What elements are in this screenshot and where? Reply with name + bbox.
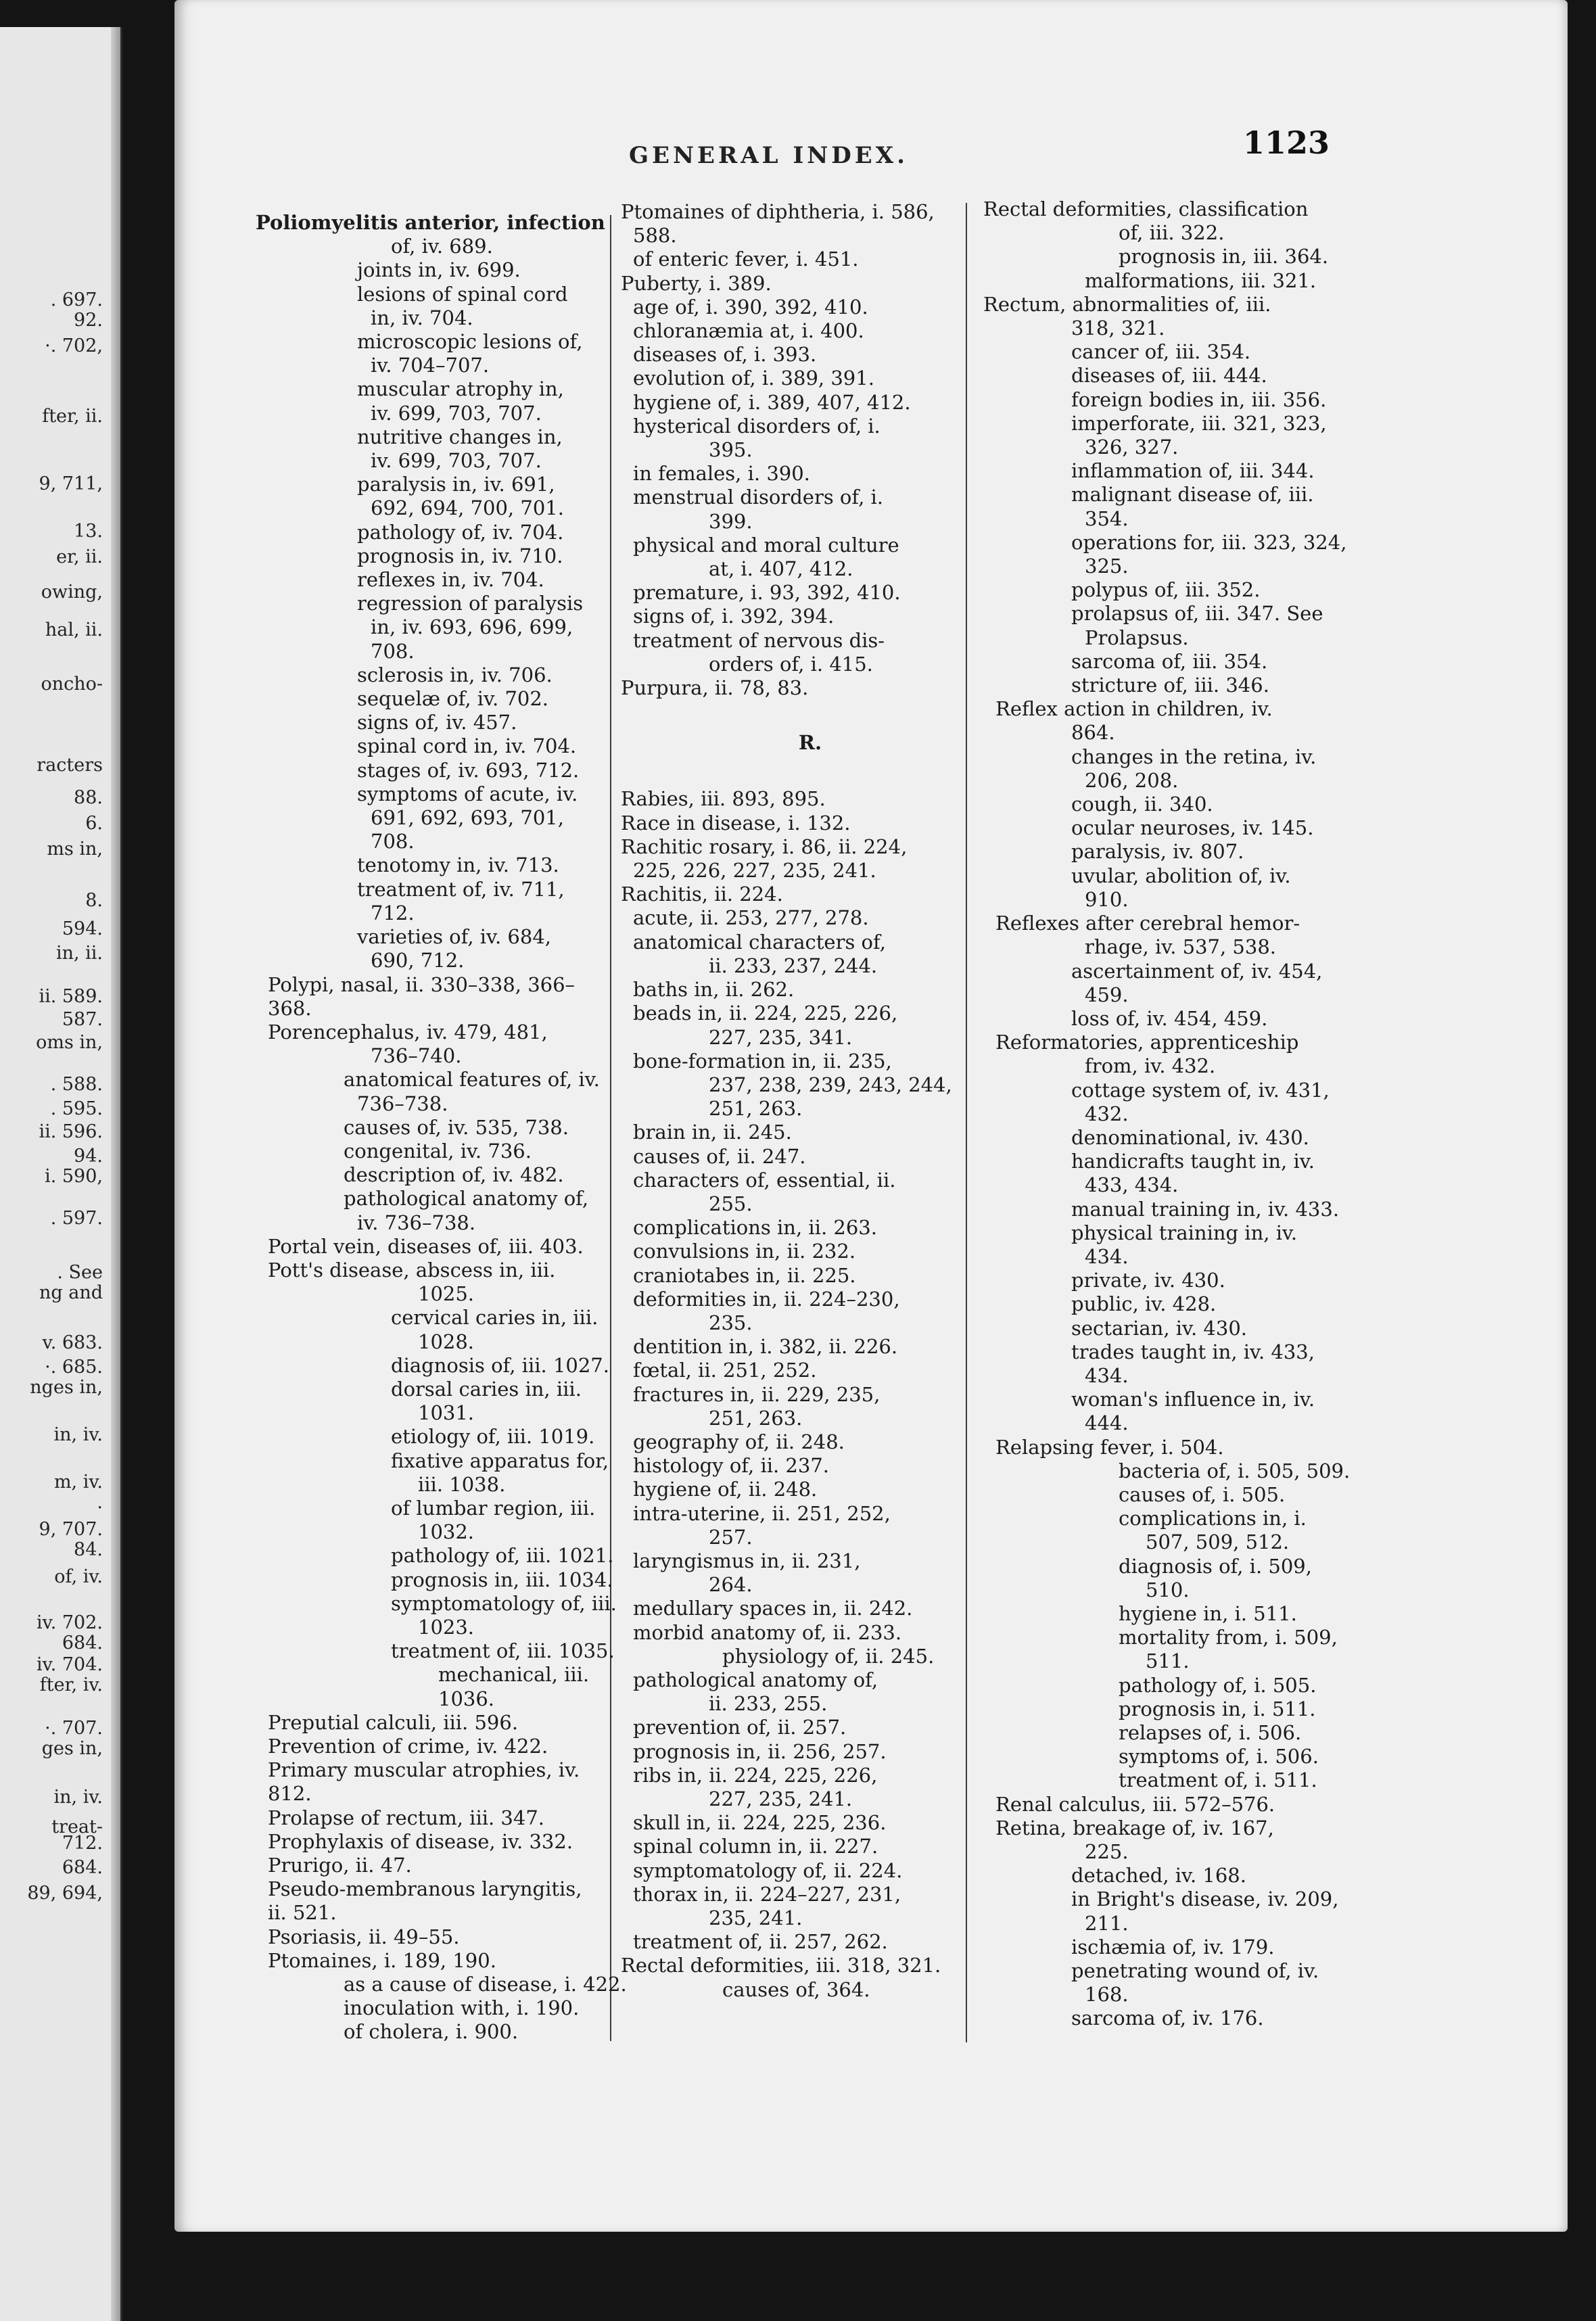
previous-page-fragment: 84.	[74, 1539, 103, 1560]
index-entry: fœtal, ii. 251, 252.	[633, 1359, 817, 1382]
index-entry: 511.	[1146, 1649, 1190, 1673]
index-entry: lesions of spinal cord	[357, 282, 568, 306]
index-entry: of, iv. 689.	[391, 235, 493, 258]
index-entry: prognosis in, iii. 1034.	[391, 1568, 613, 1591]
index-entry: 318, 321.	[1071, 316, 1165, 340]
index-entry: hygiene in, i. 511.	[1119, 1601, 1297, 1625]
index-entry: symptoms of, i. 506.	[1119, 1745, 1319, 1768]
index-entry: premature, i. 93, 392, 410.	[633, 581, 901, 605]
index-entry: deformities in, ii. 224–230,	[633, 1287, 900, 1311]
index-entry: Retina, breakage of, iv. 167,	[995, 1816, 1274, 1839]
previous-page-fragment: oncho-	[41, 674, 103, 695]
index-entry: hysterical disorders of, i.	[633, 414, 881, 438]
previous-page-fragment: racters	[37, 755, 103, 776]
index-entry: 255.	[709, 1192, 753, 1215]
index-entry: 444.	[1085, 1411, 1129, 1435]
index-entry: acute, ii. 253, 277, 278.	[633, 906, 869, 930]
previous-page-fragment: . 595.	[50, 1098, 103, 1119]
index-entry: iv. 736–738.	[357, 1211, 476, 1234]
index-entry: skull in, ii. 224, 225, 236.	[633, 1811, 887, 1835]
index-entry: chloranæmia at, i. 400.	[633, 319, 864, 343]
previous-page-fragment: 94.	[74, 1146, 103, 1167]
index-entry: characters of, essential, ii.	[633, 1168, 896, 1192]
index-entry: description of, iv. 482.	[344, 1163, 564, 1187]
previous-page-fragment: oms in,	[36, 1032, 103, 1053]
index-entry: sarcoma of, iii. 354.	[1071, 649, 1268, 673]
previous-page-fragment: nges in,	[30, 1377, 103, 1398]
index-column-middle	[621, 200, 972, 2002]
index-entry: iv. 699, 703, 707.	[371, 449, 542, 473]
index-entry: geography of, ii. 248.	[633, 1430, 845, 1453]
index-entry: cancer of, iii. 354.	[1071, 340, 1251, 364]
previous-page-fragment: ng and	[39, 1282, 103, 1303]
column-rule-left	[610, 215, 611, 2041]
index-column-left	[256, 211, 627, 2044]
index-entry: reflexes in, iv. 704.	[357, 568, 544, 592]
index-entry: cottage system of, iv. 431,	[1071, 1078, 1330, 1102]
index-entry: malignant disease of, iii.	[1071, 483, 1314, 507]
index-entry: 206, 208.	[1085, 768, 1179, 792]
previous-page-fragment: ·. 685.	[45, 1357, 103, 1378]
index-entry: cervical caries in, iii.	[391, 1306, 598, 1330]
index-entry: causes of, iv. 535, 738.	[344, 1115, 569, 1139]
index-entry: Preputial calculi, iii. 596.	[268, 1710, 519, 1734]
index-entry: in females, i. 390.	[633, 462, 810, 486]
previous-page-fragment: 712.	[62, 1833, 103, 1854]
index-entry: mortality from, i. 509,	[1119, 1626, 1338, 1649]
index-entry: Portal vein, diseases of, iii. 403.	[268, 1234, 584, 1258]
index-entry: bone-formation in, ii. 235,	[633, 1049, 892, 1073]
index-entry: uvular, abolition of, iv.	[1071, 864, 1291, 887]
index-entry: 708.	[371, 639, 415, 663]
index-entry: 510.	[1146, 1578, 1190, 1601]
index-entry: prolapsus of, iii. 347. See	[1071, 602, 1323, 626]
index-entry: relapses of, i. 506.	[1119, 1721, 1302, 1744]
index-entry: loss of, iv. 454, 459.	[1071, 1006, 1268, 1030]
index-entry: causes of, 364.	[722, 1977, 870, 2001]
index-entry: Psoriasis, ii. 49–55.	[268, 1925, 460, 1948]
index-entry: symptomatology of, ii. 224.	[633, 1858, 903, 1882]
index-entry: 736–738.	[357, 1092, 448, 1115]
index-entry: laryngismus in, ii. 231,	[633, 1549, 861, 1572]
index-entry: 237, 238, 239, 243, 244,	[709, 1073, 952, 1096]
index-entry: 257.	[709, 1525, 753, 1549]
index-entry: inflammation of, iii. 344.	[1071, 459, 1315, 483]
index-entry: 910.	[1085, 887, 1129, 911]
index-entry: ascertainment of, iv. 454,	[1071, 959, 1323, 983]
index-entry: denominational, iv. 430.	[1071, 1125, 1309, 1149]
index-entry: changes in the retina, iv.	[1071, 745, 1317, 768]
index-entry: 354.	[1085, 507, 1129, 530]
index-entry: of cholera, i. 900.	[344, 2020, 519, 2044]
previous-page-fragment: i. 590,	[45, 1166, 103, 1187]
index-entry: signs of, i. 392, 394.	[633, 605, 835, 628]
index-entry: malformations, iii. 321.	[1085, 268, 1317, 292]
index-entry: of lumbar region, iii.	[391, 1496, 596, 1520]
index-entry: morbid anatomy of, ii. 233.	[633, 1620, 902, 1644]
index-entry: Reformatories, apprenticeship	[995, 1031, 1299, 1054]
index-entry: baths in, ii. 262.	[633, 978, 795, 1002]
previous-page-fragment: 89, 694,	[27, 1883, 103, 1904]
index-entry: 225, 226, 227, 235, 241.	[633, 859, 876, 883]
index-entry: 507, 509, 512.	[1146, 1530, 1290, 1554]
previous-page-fragment: iv. 704.	[37, 1654, 103, 1675]
index-entry: Ptomaines of diphtheria, i. 586,	[621, 200, 935, 223]
index-entry: pathology of, iv. 704.	[357, 520, 564, 544]
index-entry: 395.	[709, 438, 753, 462]
index-entry: 691, 692, 693, 701,	[371, 806, 564, 830]
index-entry: symptoms of acute, iv.	[357, 782, 578, 805]
index-entry: handicrafts taught in, iv.	[1071, 1150, 1315, 1173]
previous-page-fragment: . See	[57, 1262, 103, 1283]
index-entry: Reflexes after cerebral hemor-	[995, 912, 1300, 935]
index-entry: pathological anatomy of,	[344, 1187, 589, 1211]
index-entry: Prevention of crime, iv. 422.	[268, 1735, 548, 1758]
index-entry: physical and moral culture	[633, 533, 899, 557]
previous-page-fragment: . 588.	[50, 1074, 103, 1095]
index-entry: stricture of, iii. 346.	[1071, 674, 1269, 697]
index-entry: Polypi, nasal, ii. 330–338, 366–	[268, 972, 576, 996]
index-entry: prognosis in, iii. 364.	[1119, 245, 1329, 268]
index-entry: 1031.	[418, 1401, 475, 1425]
index-entry: 235.	[709, 1311, 753, 1334]
index-entry: 459.	[1085, 983, 1129, 1006]
index-entry: as a cause of disease, i. 422.	[344, 1973, 627, 1996]
index-entry: evolution of, i. 389, 391.	[633, 367, 874, 390]
index-entry: 708.	[371, 830, 415, 853]
index-entry: 1023.	[418, 1615, 475, 1639]
index-entry: 1025.	[418, 1282, 475, 1306]
index-entry: 736–740.	[371, 1044, 462, 1068]
index-entry: 326, 327.	[1085, 436, 1179, 459]
index-entry: causes of, ii. 247.	[633, 1144, 806, 1168]
index-entry: rhage, iv. 537, 538.	[1085, 935, 1277, 959]
running-header: GENERAL INDEX.	[629, 142, 908, 169]
index-entry: 211.	[1085, 1911, 1129, 1935]
index-entry: foreign bodies in, iii. 356.	[1071, 388, 1327, 411]
index-entry: dentition in, i. 382, ii. 226.	[633, 1335, 898, 1359]
index-entry: cough, ii. 340.	[1071, 793, 1213, 816]
index-entry: Puberty, i. 389.	[621, 271, 772, 295]
index-entry: 433, 434.	[1085, 1173, 1179, 1197]
index-entry: 227, 235, 241.	[709, 1787, 853, 1810]
index-entry: hygiene of, i. 389, 407, 412.	[633, 390, 911, 414]
index-entry: ii. 521.	[268, 1901, 337, 1925]
index-entry: varieties of, iv. 684,	[357, 925, 551, 949]
index-entry: Primary muscular atrophies, iv.	[268, 1758, 580, 1782]
previous-page-fragment: ms in,	[47, 839, 103, 860]
index-entry: Rectum, abnormalities of, iii.	[983, 292, 1271, 316]
previous-page-fragment: 88.	[74, 787, 103, 808]
index-entry: Pott's disease, abscess in, iii.	[268, 1258, 556, 1282]
index-entry: 399.	[709, 509, 753, 533]
index-entry: diagnosis of, iii. 1027.	[391, 1353, 609, 1377]
index-entry: pathological anatomy of,	[633, 1668, 878, 1691]
previous-page-fragment: v. 683.	[42, 1332, 103, 1353]
index-entry: diagnosis of, i. 509,	[1119, 1554, 1312, 1578]
index-entry: ocular neuroses, iv. 145.	[1071, 816, 1314, 840]
index-entry: age of, i. 390, 392, 410.	[633, 295, 868, 319]
index-entry: Relapsing fever, i. 504.	[995, 1435, 1224, 1459]
previous-page-fragment: .	[97, 1492, 103, 1513]
index-entry: anatomical features of, iv.	[344, 1068, 600, 1092]
index-entry: prognosis in, ii. 256, 257.	[633, 1739, 887, 1763]
index-entry: ribs in, ii. 224, 225, 226,	[633, 1763, 878, 1787]
index-entry: causes of, i. 505.	[1119, 1482, 1286, 1506]
book-gutter	[111, 27, 120, 2321]
index-entry: Porencephalus, iv. 479, 481,	[268, 1020, 548, 1044]
index-entry: 325.	[1085, 555, 1129, 578]
index-entry: from, iv. 432.	[1085, 1054, 1216, 1078]
previous-page-fragment: in, iv.	[53, 1424, 103, 1445]
previous-page-fragment: . 697.	[50, 289, 103, 310]
index-entry: of enteric fever, i. 451.	[633, 248, 859, 271]
previous-page-edge	[0, 27, 122, 2321]
index-entry: 251, 263.	[709, 1406, 803, 1430]
index-entry: trades taught in, iv. 433,	[1071, 1340, 1315, 1363]
index-entries-r	[621, 787, 972, 2001]
index-entry: joints in, iv. 699.	[357, 258, 521, 282]
index-entry: 1032.	[418, 1520, 475, 1544]
index-entry: diseases of, i. 393.	[633, 343, 817, 367]
index-entry: Poliomyelitis anterior, infection	[256, 211, 605, 234]
index-entry: fixative apparatus for,	[391, 1449, 609, 1472]
index-entry: 368.	[268, 996, 312, 1020]
index-entry: treatment of, i. 511.	[1119, 1768, 1317, 1792]
index-entry: prevention of, ii. 257.	[633, 1716, 847, 1739]
index-entry: etiology of, iii. 1019.	[391, 1425, 595, 1449]
previous-page-fragment: 8.	[85, 890, 103, 911]
index-entry: detached, iv. 168.	[1071, 1864, 1246, 1888]
index-entry: mechanical, iii.	[438, 1663, 590, 1687]
previous-page-fragment: ii. 589.	[39, 986, 103, 1007]
index-entry: 235, 241.	[709, 1906, 803, 1930]
previous-page-fragment: er, ii.	[56, 546, 103, 567]
index-entry: treatment of, iii. 1035.	[391, 1639, 615, 1663]
index-entry: ii. 233, 255.	[709, 1692, 828, 1716]
index-entry: Reflex action in children, iv.	[995, 697, 1273, 721]
index-entry: 264.	[709, 1573, 753, 1597]
index-column-right	[983, 197, 1362, 2031]
index-entry: tenotomy in, iv. 713.	[357, 853, 559, 877]
index-entry: beads in, ii. 224, 225, 226,	[633, 1002, 898, 1025]
index-entry: Prolapsus.	[1085, 626, 1189, 649]
index-entry: Pseudo-membranous laryngitis,	[268, 1877, 582, 1901]
previous-page-fragment: 587.	[62, 1009, 103, 1030]
index-entry: physical training in, iv.	[1071, 1221, 1298, 1244]
index-entry: treatment of, iv. 711,	[357, 877, 565, 901]
previous-page-fragment: ii. 596.	[39, 1121, 103, 1142]
index-entry: orders of, i. 415.	[709, 652, 873, 676]
index-entry: private, iv. 430.	[1071, 1269, 1225, 1292]
previous-page-fragment: 13.	[74, 521, 103, 542]
index-entry: inoculation with, i. 190.	[344, 1996, 580, 2020]
previous-page-fragment: . 597.	[50, 1208, 103, 1229]
previous-page-fragment: treat-	[51, 1816, 103, 1837]
index-entry: 864.	[1071, 721, 1115, 745]
index-entry: muscular atrophy in,	[357, 377, 564, 401]
index-entry: symptomatology of, iii.	[391, 1591, 617, 1615]
index-entries-p	[621, 200, 972, 700]
index-entry: menstrual disorders of, i.	[633, 486, 884, 509]
previous-page-fragment: ·. 707.	[45, 1718, 103, 1739]
index-entry: Prurigo, ii. 47.	[268, 1854, 412, 1877]
index-entry: diseases of, iii. 444.	[1071, 364, 1267, 388]
previous-page-fragment: owing,	[41, 582, 103, 603]
index-entry: iii. 1038.	[418, 1472, 506, 1496]
index-entry: Race in disease, i. 132.	[621, 811, 851, 835]
index-entry: imperforate, iii. 321, 323,	[1071, 411, 1327, 435]
index-entry: iv. 704–707.	[371, 354, 490, 377]
index-entry: convulsions in, ii. 232.	[633, 1240, 856, 1263]
previous-page-fragment: hal, ii.	[45, 619, 103, 640]
index-entry: 588.	[633, 224, 677, 248]
index-entry: Rachitis, ii. 224.	[621, 883, 783, 906]
index-entry: iv. 699, 703, 707.	[371, 401, 542, 425]
index-entry: operations for, iii. 323, 324,	[1071, 530, 1347, 554]
index-entry: dorsal caries in, iii.	[391, 1377, 582, 1401]
index-entry: 168.	[1085, 1983, 1129, 2007]
index-entry: 227, 235, 341.	[709, 1025, 853, 1049]
index-entry: prognosis in, iv. 710.	[357, 544, 563, 567]
index-entry: 1036.	[438, 1687, 495, 1710]
index-entry: paralysis, iv. 807.	[1071, 840, 1244, 864]
index-entry: histology of, ii. 237.	[633, 1454, 829, 1478]
index-entry: public, iv. 428.	[1071, 1292, 1217, 1316]
previous-page-fragment: fter, ii.	[42, 406, 103, 427]
index-entry: paralysis in, iv. 691,	[357, 473, 555, 496]
index-entry: prognosis in, i. 511.	[1119, 1697, 1316, 1720]
index-entry: Rachitic rosary, i. 86, ii. 224,	[621, 835, 908, 858]
index-entry: bacteria of, i. 505, 509.	[1119, 1459, 1351, 1482]
previous-page-fragment: in, iv.	[53, 1787, 103, 1808]
index-entry: Rectal deformities, iii. 318, 321.	[621, 1954, 941, 1977]
index-entry: treatment of nervous dis-	[633, 628, 885, 652]
index-entry: congenital, iv. 736.	[344, 1139, 532, 1163]
index-entry: Purpura, ii. 78, 83.	[621, 676, 809, 700]
index-entry: physiology of, ii. 245.	[722, 1644, 935, 1668]
previous-page-fragment: 684.	[62, 1633, 103, 1654]
index-entry: brain in, ii. 245.	[633, 1121, 792, 1144]
index-entry: woman's influence in, iv.	[1071, 1388, 1315, 1411]
index-entry: complications in, ii. 263.	[633, 1216, 877, 1240]
index-entry: craniotabes in, ii. 225.	[633, 1263, 856, 1287]
index-entry: in, iv. 704.	[371, 306, 473, 329]
index-entry: penetrating wound of, iv.	[1071, 1959, 1319, 1983]
index-entry: manual training in, iv. 433.	[1071, 1197, 1340, 1221]
index-entry: Ptomaines, i. 189, 190.	[268, 1948, 496, 1972]
index-entry: fractures in, ii. 229, 235,	[633, 1382, 881, 1406]
previous-page-fragment: 9, 707.	[39, 1519, 103, 1540]
index-entry: anatomical characters of,	[633, 930, 886, 954]
index-entry: microscopic lesions of,	[357, 330, 583, 354]
previous-page-fragment: 684.	[62, 1857, 103, 1878]
index-entry: ii. 233, 237, 244.	[709, 954, 878, 977]
previous-page-fragment: ges in,	[41, 1738, 103, 1759]
previous-page-fragment: iv. 702.	[37, 1612, 103, 1633]
previous-page-fragment: fter, iv.	[39, 1674, 103, 1695]
index-entry: polypus of, iii. 352.	[1071, 578, 1261, 602]
page-number: 1123	[1243, 124, 1330, 161]
index-entry: medullary spaces in, ii. 242.	[633, 1597, 913, 1620]
previous-page-fragment: 594.	[62, 918, 103, 939]
index-entry: spinal cord in, iv. 704.	[357, 734, 577, 758]
index-entry: intra-uterine, ii. 251, 252,	[633, 1501, 891, 1525]
previous-page-fragment: 9, 711,	[39, 473, 103, 494]
index-entry: 1028.	[418, 1330, 475, 1353]
index-entry: hygiene of, ii. 248.	[633, 1478, 818, 1501]
previous-page-fragment: of, iv.	[54, 1566, 103, 1587]
index-entry: 690, 712.	[371, 949, 465, 972]
previous-page-fragment: 92.	[74, 310, 103, 331]
index-entry: at, i. 407, 412.	[709, 557, 853, 581]
index-entry: Rabies, iii. 893, 895.	[621, 787, 826, 811]
index-entry: complications in, i.	[1119, 1507, 1307, 1530]
index-entry: 432.	[1085, 1102, 1129, 1125]
index-entry: in, iv. 693, 696, 699,	[371, 615, 573, 639]
index-entry: regression of paralysis	[357, 592, 584, 615]
section-letter: R.	[798, 731, 822, 755]
previous-page-fragment: ·. 702,	[45, 335, 103, 356]
index-entry: 225.	[1085, 1840, 1129, 1864]
index-entry: 712.	[371, 901, 415, 924]
index-entry: 812.	[268, 1782, 312, 1806]
index-entry: Renal calculus, iii. 572–576.	[995, 1792, 1275, 1816]
index-entry: Prophylaxis of disease, iv. 332.	[268, 1829, 573, 1853]
index-entry: sequelæ of, iv. 702.	[357, 687, 549, 711]
index-entry: 251, 263.	[709, 1097, 803, 1121]
index-entry: thorax in, ii. 224–227, 231,	[633, 1882, 901, 1906]
index-entry: signs of, iv. 457.	[357, 711, 517, 734]
index-entry: pathology of, i. 505.	[1119, 1673, 1317, 1697]
index-entry: 434.	[1085, 1363, 1129, 1387]
index-entry: nutritive changes in,	[357, 425, 563, 448]
index-entry: spinal column in, ii. 227.	[633, 1835, 878, 1858]
index-entry: 434.	[1085, 1244, 1129, 1268]
index-entry: sclerosis in, iv. 706.	[357, 663, 553, 686]
index-entry: 692, 694, 700, 701.	[371, 496, 564, 520]
index-entry: Rectal deformities, classification	[983, 197, 1309, 220]
previous-page-fragment: in, ii.	[55, 943, 103, 964]
index-entry: treatment of, ii. 257, 262.	[633, 1930, 888, 1954]
previous-page-fragment: m, iv.	[53, 1472, 103, 1493]
index-entry: sectarian, iv. 430.	[1071, 1316, 1247, 1340]
previous-page-fragment: 6.	[85, 813, 103, 834]
index-entry: sarcoma of, iv. 176.	[1071, 2007, 1264, 2030]
index-entry: stages of, iv. 693, 712.	[357, 758, 580, 782]
index-entry: of, iii. 322.	[1119, 221, 1225, 245]
index-entry: in Bright's disease, iv. 209,	[1071, 1888, 1339, 1911]
index-entry: pathology of, iii. 1021.	[391, 1544, 614, 1568]
index-entry: ischæmia of, iv. 179.	[1071, 1935, 1275, 1959]
index-entry: Prolapse of rectum, iii. 347.	[268, 1806, 545, 1829]
